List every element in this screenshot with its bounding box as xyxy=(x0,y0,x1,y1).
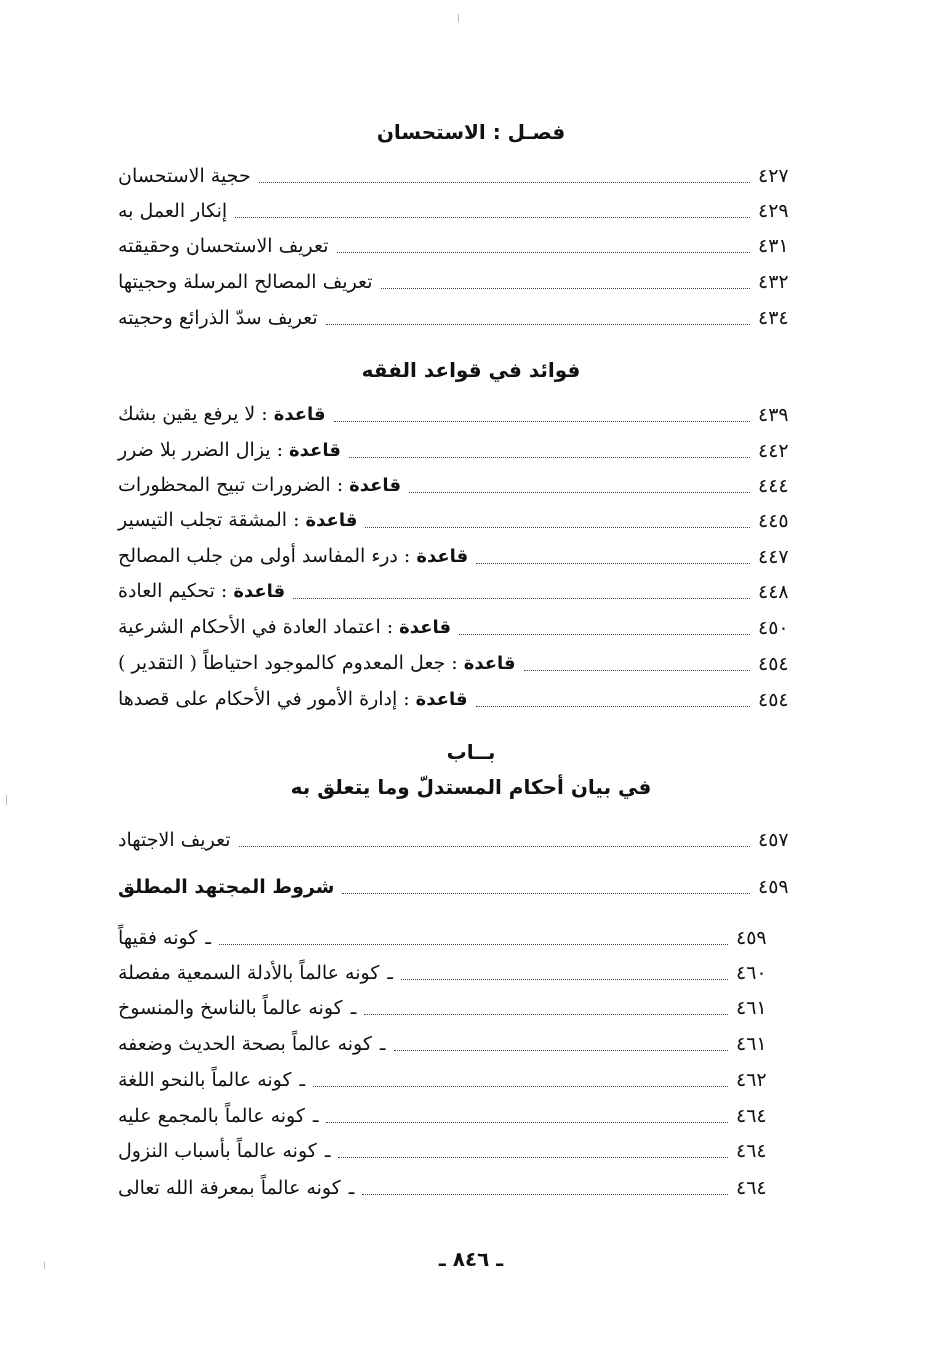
toc-entry xyxy=(118,300,802,332)
rule-label: قاعدة xyxy=(289,440,341,461)
entry-text xyxy=(118,1174,354,1202)
entry-text xyxy=(118,994,356,1022)
page-number: ٤٤٤ xyxy=(758,475,789,497)
toc-entry xyxy=(118,869,802,901)
toc-sub-entry xyxy=(118,1098,780,1130)
entry-text: تعريف المصالح المرسلة وحجيتها xyxy=(118,271,373,293)
scan-mark xyxy=(458,14,459,22)
dash: ـ xyxy=(350,997,357,1019)
entry-text: قاعدة : الضرورات تبيح المحظورات xyxy=(118,471,401,500)
page-number: ٤٥٧ xyxy=(758,829,789,851)
sub-text: كونه عالماً بالناسخ والمنسوخ xyxy=(118,997,343,1019)
dot-leader xyxy=(476,705,750,707)
toc-sub-entry xyxy=(118,990,780,1022)
rule-text: يزال الضرر بلا ضرر xyxy=(118,439,271,461)
rule-text: لا يرفع يقين بشك xyxy=(118,403,256,425)
entry-text: تعريف سدّ الذرائع وحجيته xyxy=(118,307,318,329)
entry-text xyxy=(118,1102,318,1130)
page-number: ٤٦٠ xyxy=(736,962,767,984)
dot-leader xyxy=(337,251,751,253)
footer-page-number: ـ ٨٤٦ ـ xyxy=(438,1247,504,1271)
dot-leader xyxy=(326,1121,728,1123)
entry-text: إنكار العمل به xyxy=(118,200,228,222)
page-number: ٤٤٨ xyxy=(758,581,789,603)
toc-entry xyxy=(118,158,802,190)
entry-text xyxy=(118,1066,305,1094)
rule-text: اعتماد العادة في الأحكام الشرعية xyxy=(118,616,381,638)
dash: ـ xyxy=(205,927,211,949)
dot-leader xyxy=(338,1156,728,1158)
dot-leader xyxy=(235,216,750,218)
dot-leader xyxy=(342,892,750,894)
rule-label: قاعدة xyxy=(233,581,286,602)
dot-leader xyxy=(293,597,750,599)
entry-text: قاعدة : اعتماد العادة في الأحكام الشرعية xyxy=(118,613,451,642)
entry-text: قاعدة : تحكيم العادة xyxy=(118,577,285,606)
entry-text: تعريف الاجتهاد xyxy=(118,829,231,851)
dot-leader xyxy=(239,845,750,847)
page-number: ٤٥٩ xyxy=(736,927,767,949)
entry-text xyxy=(118,924,211,952)
sub-text: كونه عالماً بالمجمع عليه xyxy=(118,1105,305,1127)
toc-entry xyxy=(118,193,802,225)
chapter-label: بــاب xyxy=(446,740,496,764)
page-number: ٤٥٤ xyxy=(758,689,789,711)
dot-leader xyxy=(394,1049,729,1051)
rule-text: تحكيم العادة xyxy=(118,580,215,602)
sub-text: كونه فقيهاً xyxy=(118,927,198,949)
page-number: ٤٢٩ xyxy=(758,200,789,222)
section-title-fiqh-rules: فوائد في قواعد الفقه xyxy=(361,358,581,382)
toc-entry xyxy=(118,468,802,500)
entry-text: قاعدة : إدارة الأمور في الأحكام على قصدها xyxy=(118,685,468,714)
dash: ـ xyxy=(324,1140,331,1162)
entry-text xyxy=(118,959,393,987)
page-number: ٤٣٢ xyxy=(758,271,789,293)
page-number: ٤٥٩ xyxy=(758,876,789,898)
entry-text: شروط المجتهد المطلق xyxy=(118,876,335,898)
dot-leader xyxy=(401,978,728,980)
page-number: ٤٦٤ xyxy=(736,1140,767,1162)
sub-text: كونه عالماً بمعرفة الله تعالى xyxy=(118,1177,341,1199)
dot-leader xyxy=(476,562,750,564)
page-number: ٤٦٢ xyxy=(736,1069,767,1091)
page-number: ٤٢٧ xyxy=(758,165,789,187)
rule-label: قاعدة xyxy=(305,510,358,531)
toc-entry xyxy=(118,503,802,535)
entry-text: قاعدة : جعل المعدوم كالموجود احتياطاً ( التقدير ) xyxy=(118,649,516,678)
entry-text: قاعدة : المشقة تجلب التيسير xyxy=(118,506,357,535)
page-number: ٤٦٤ xyxy=(736,1177,767,1199)
entry-text xyxy=(118,1137,330,1165)
dot-leader xyxy=(524,669,750,671)
rule-text: درء المفاسد أولى من جلب المصالح xyxy=(118,545,398,567)
dot-leader xyxy=(365,526,750,528)
dot-leader xyxy=(334,420,750,422)
dash: ـ xyxy=(387,962,393,984)
dot-leader xyxy=(259,181,750,183)
rule-label: قاعدة xyxy=(399,617,452,638)
sub-text: كونه عالماً بالأدلة السمعية مفصلة xyxy=(118,962,380,984)
dot-leader xyxy=(381,287,750,289)
chapter-title: في بيان أحكام المستدلّ وما يتعلق به xyxy=(290,775,652,799)
entry-text: قاعدة : يزال الضرر بلا ضرر xyxy=(118,436,341,465)
dot-leader xyxy=(459,633,750,635)
toc-entry xyxy=(118,610,802,642)
page-number: ٤٦٤ xyxy=(736,1105,767,1127)
toc-entry xyxy=(118,397,802,429)
sub-text: كونه عالماً بالنحو اللغة xyxy=(118,1069,292,1091)
rule-label: قاعدة xyxy=(415,689,468,710)
dash: ـ xyxy=(348,1177,355,1199)
dot-leader xyxy=(409,491,750,493)
page-number: ٤٣٩ xyxy=(758,404,789,426)
dash: ـ xyxy=(312,1105,319,1127)
rule-label: قاعدة xyxy=(416,546,469,567)
page-number: ٤٤٢ xyxy=(758,440,789,462)
toc-sub-entry xyxy=(118,1026,780,1058)
rule-label: قاعدة xyxy=(463,653,516,674)
toc-sub-entry xyxy=(118,955,780,987)
toc-entry xyxy=(118,264,802,296)
toc-sub-entry xyxy=(118,1062,780,1094)
entry-text: قاعدة : لا يرفع يقين بشك xyxy=(118,400,326,429)
dot-leader xyxy=(364,1013,728,1015)
sub-text: كونه عالماً بأسباب النزول xyxy=(118,1140,317,1162)
page-number: ٤٥٠ xyxy=(758,617,789,639)
rule-text: إدارة الأمور في الأحكام على قصدها xyxy=(118,688,398,710)
dot-leader xyxy=(313,1085,728,1087)
entry-text: قاعدة : درء المفاسد أولى من جلب المصالح xyxy=(118,542,468,571)
toc-sub-entry xyxy=(118,1133,780,1165)
dash: ـ xyxy=(379,1033,386,1055)
toc-entry xyxy=(118,539,802,571)
page-number: ٤٤٧ xyxy=(758,546,789,568)
section-title-istihsan: فصـل : الاستحسان xyxy=(376,120,566,144)
rule-text: جعل المعدوم كالموجود احتياطاً ( التقدير ) xyxy=(118,652,446,674)
toc-entry xyxy=(118,574,802,606)
dot-leader xyxy=(362,1193,728,1195)
rule-label: قاعدة xyxy=(273,404,326,425)
toc-entry xyxy=(118,682,802,714)
page-number: ٤٦١ xyxy=(736,1033,767,1055)
rule-text: الضرورات تبيح المحظورات xyxy=(118,474,331,496)
toc-entry xyxy=(118,822,802,854)
dash: ـ xyxy=(299,1069,306,1091)
entry-text xyxy=(118,1030,386,1058)
entry-text: حجية الاستحسان xyxy=(118,165,251,187)
page-number: ٤٥٤ xyxy=(758,653,789,675)
page-number: ٤٦١ xyxy=(736,997,767,1019)
rule-text: المشقة تجلب التيسير xyxy=(118,509,288,531)
toc-sub-entry xyxy=(118,920,780,952)
dot-leader xyxy=(219,943,728,945)
toc-entry xyxy=(118,228,802,260)
sub-text: كونه عالماً بصحة الحديث وضعفه xyxy=(118,1033,372,1055)
page-number: ٤٣١ xyxy=(758,235,789,257)
page-number: ٤٤٥ xyxy=(758,510,789,532)
dot-leader xyxy=(326,323,750,325)
toc-entry xyxy=(118,433,802,465)
dot-leader xyxy=(349,456,750,458)
page-number: ٤٣٤ xyxy=(758,307,789,329)
toc-sub-entry xyxy=(118,1170,780,1202)
rule-label: قاعدة xyxy=(349,475,401,496)
entry-text: تعريف الاستحسان وحقيقته xyxy=(118,235,329,257)
toc-entry xyxy=(118,646,802,678)
